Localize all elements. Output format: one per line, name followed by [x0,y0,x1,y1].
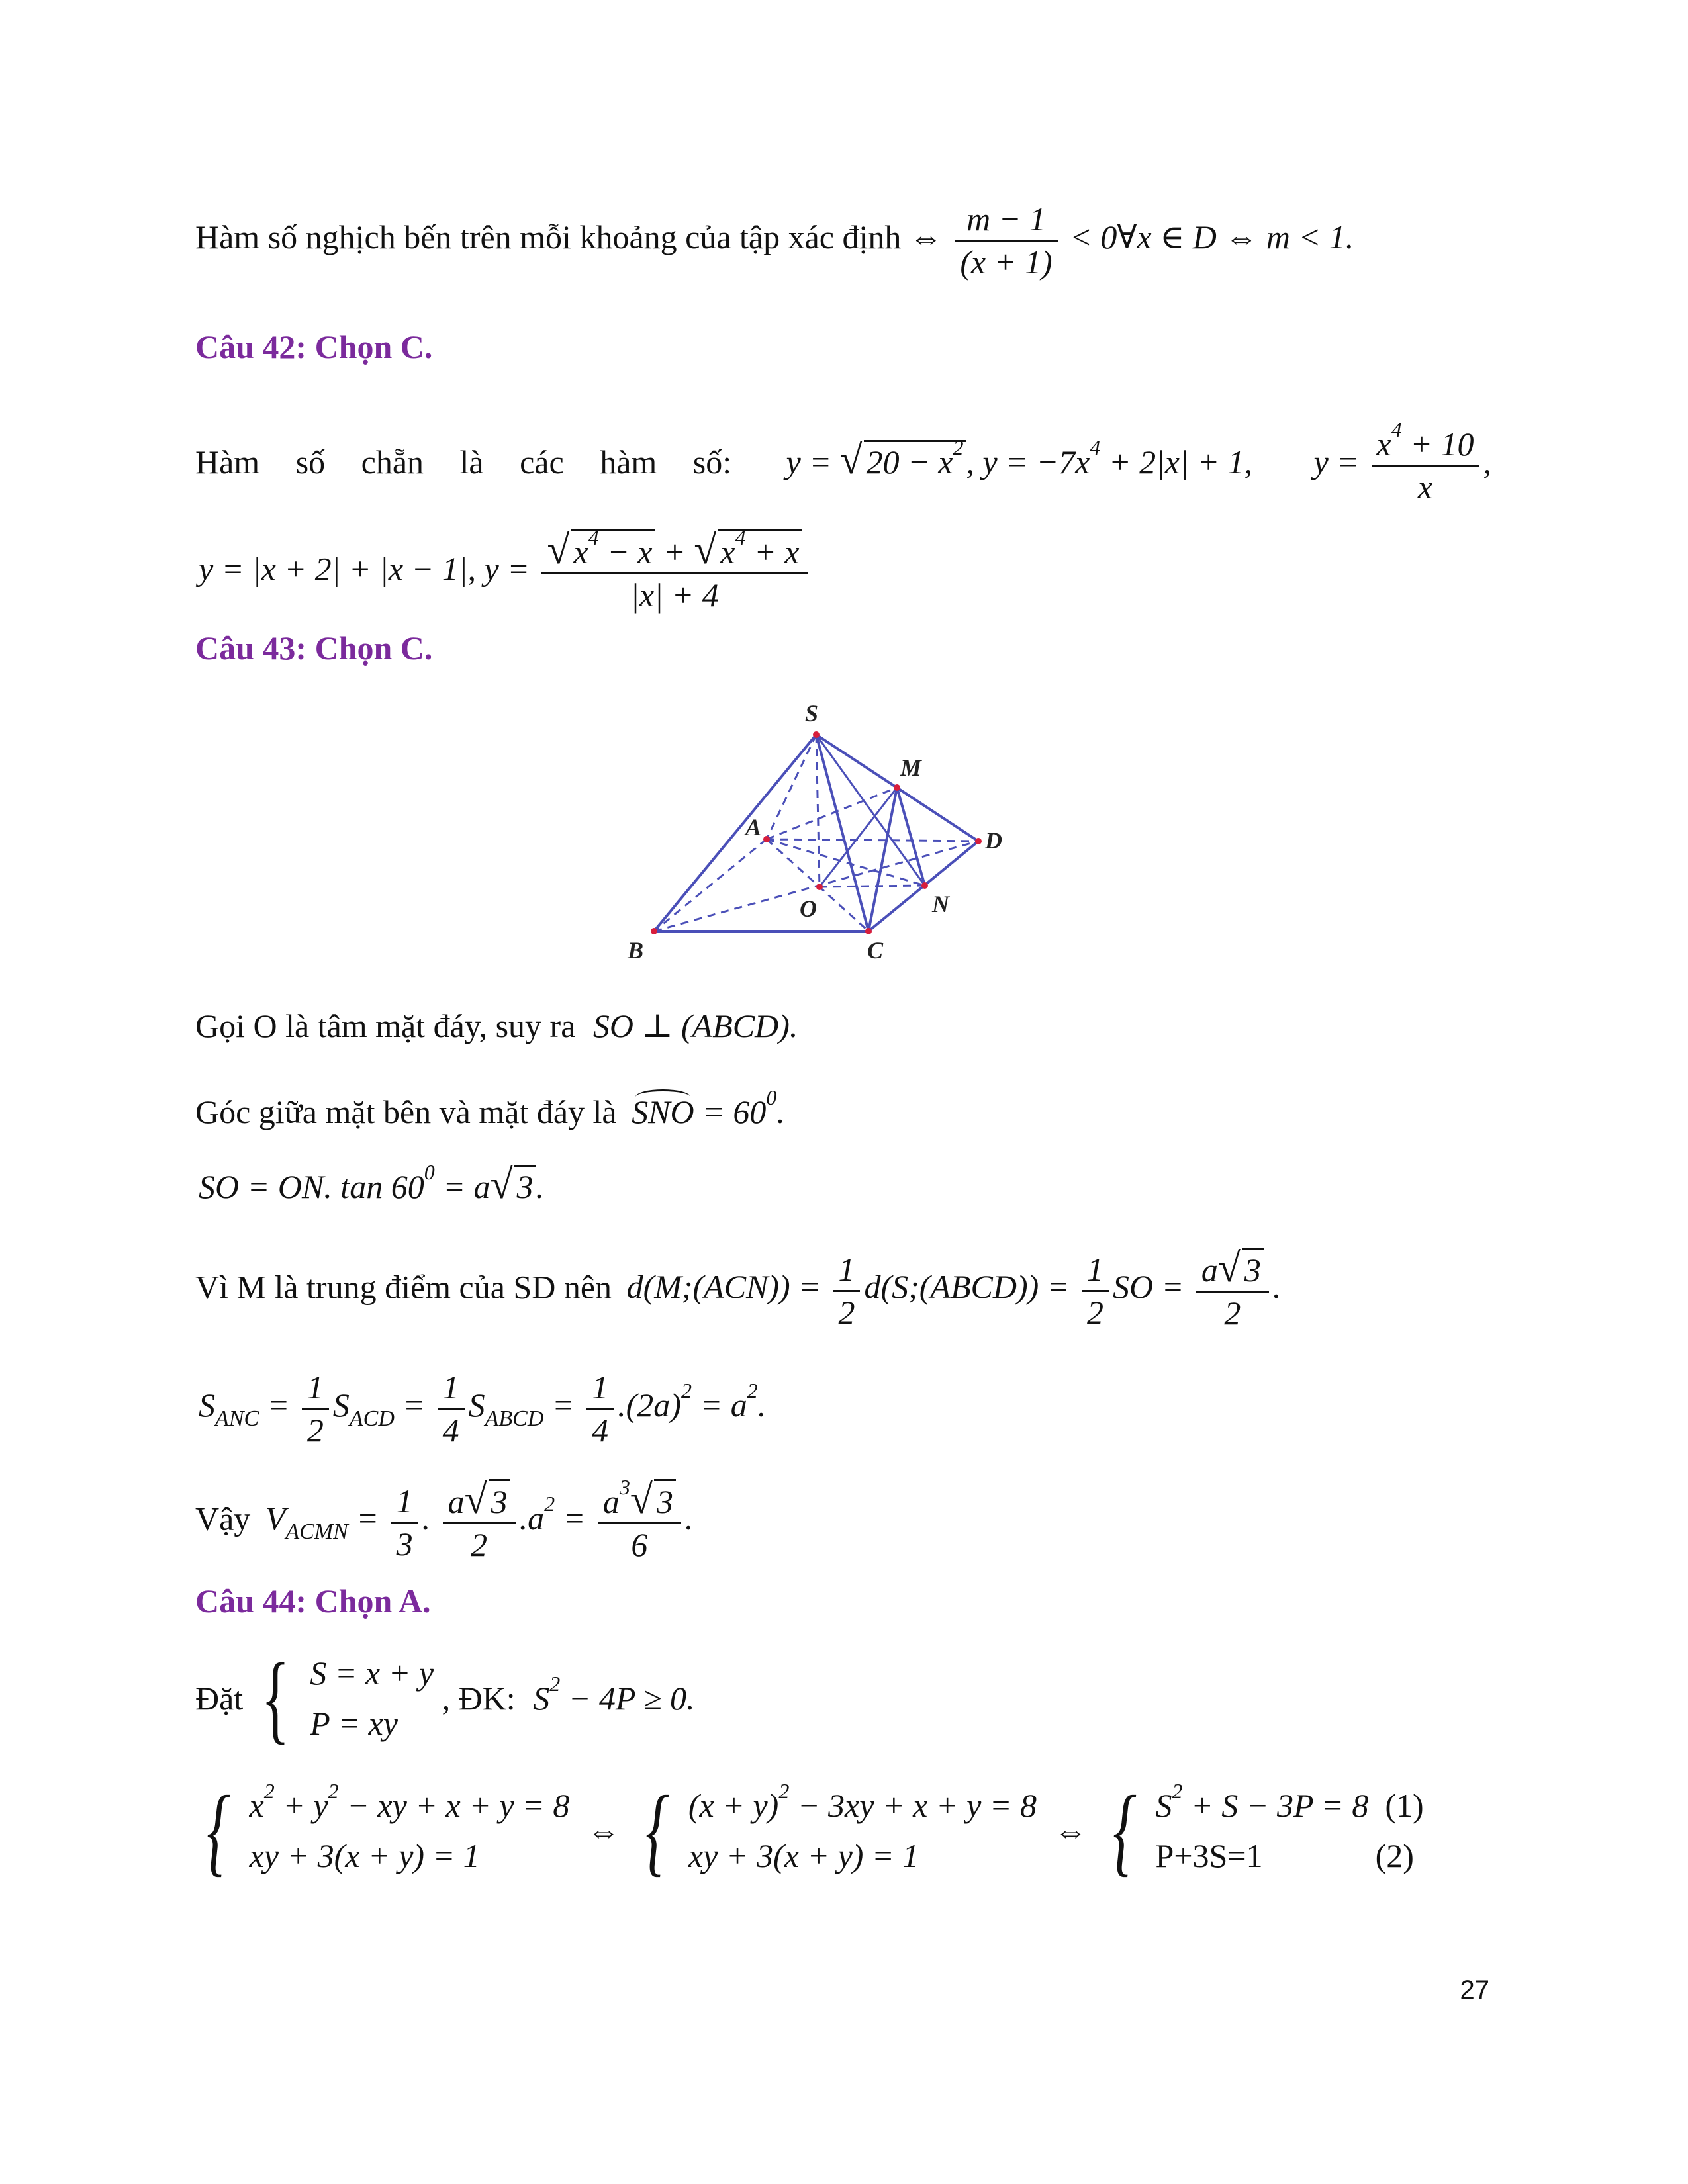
edge-ad [767,839,978,841]
monotonic-conclusion: < 0∀x ∈ D ⇔ m < 1. [1070,218,1354,255]
point-o [816,884,823,890]
formula-volume: $V_{ACMN}$ = $\frac{1}{3}$ . $\frac{a√ 3}{2}$ $.a^2$ = $\frac{a^3√ 3}{6}$ . [265,1475,694,1563]
point-s [813,731,820,738]
distance-line: Vì M là trung điểm của SD nên d(M;(ACN)) = $\frac{1}{2}$ d(S;(ABCD)) = $\frac{1}{2}$ SO = $\frac{a√ 3}{2}$ . [195,1246,1282,1332]
point-m [894,784,900,791]
formula-rational: y = $\frac{x^4 + 10}{x}$ , [1313,418,1491,506]
page-number: 27 [1460,1976,1489,2005]
point-n [921,882,928,889]
formula-distance: d(M;(ACN)) = $\frac{1}{2}$ d(S;(ABCD)) = $\frac{1}{2}$ SO = $\frac{a√ 3}{2}$ . [626,1246,1282,1332]
system-equivalence: { $x^2 + y^2$ − xy + x + y = 8 xy + 3(x + y) = 1 ⇔ { $(x + y)^2 - 3xy + x + y = 8$ xy + 3(x + y) = 1 ⇔ { $S^2 + S - 3P = 8$ (1) P+3S=1 (2) [207,1776,1424,1886]
formula-condition: $S^2 - 4P \ge 0$. [533,1672,695,1717]
point-b [651,928,657,934]
even-functions-line [195,418,1491,508]
formula-area: $S_{ANC}$ = $\frac{1}{2}$ $S_{ACD}$ = $\frac{1}{4}$ $S_{ABCD}$ = $\frac{1}{4}$ $.(2a)^2 = a^2$. [199,1367,766,1451]
formula-so-value: SO = ON. $\tan 60^0 = a√$ 3. [199,1160,544,1207]
volume-line: Vậy $V_{ACMN}$ = $\frac{1}{3}$ . $\frac{a√ 3}{2}$ $.a^2$ = $\frac{a^3√ 3}{6}$ . [195,1475,694,1563]
monotonic-line: Hàm số nghịch bến trên mỗi khoảng của tập xác định ⇔ $\frac{m - 1}{(x + 1)}$ < 0∀x ∈ D ⇔ m < 1. [195,199,1354,283]
point-c [865,928,872,934]
substitution-line: Đặt { S = x + y P = xy , ĐK: $S^2 - 4P \ge 0$. [195,1643,695,1753]
system-sp: S = x + y P = xy [310,1655,434,1742]
point-a [763,836,770,842]
formula-angle: SNO = $60^0$. [632,1085,785,1130]
center-line: Gọi O là tâm mặt đáy, suy ra SO ⊥ (ABCD). [195,1007,798,1044]
edge-ab [654,839,767,931]
height-so [816,735,820,887]
question-42-heading: Câu 42: Chọn C. [195,328,433,365]
label-a: A [745,814,762,841]
question-43-heading: Câu 43: Chọn C. [195,629,433,666]
monotonic-text: Hàm số nghịch bến trên mỗi khoảng của tập xác định [195,218,902,255]
label-o: O [800,895,817,922]
label-b: B [628,937,644,964]
question-44-heading: Câu 44: Chọn A. [195,1582,431,1619]
formula-abs-line: y = |x + 2| + |x − 1|, y = $\frac{√ x^4 - x + √ x^4 + x}{|x| + 4}$ [199,529,812,615]
angle-line: Góc giữa mặt bên và mặt đáy là SNO = $60^0$. [195,1085,785,1130]
fraction-m-over-x: $\frac{m - 1}{(x + 1)}$ [955,199,1057,283]
label-n: N [932,891,949,917]
edge-sb [654,735,816,931]
formula-sqrt: y = √ $20 - x^2$, $y = -7x^4 + 2|x| + 1$, [786,435,1253,482]
label-m: M [900,754,922,781]
point-d [975,838,982,844]
label-s: S [805,700,819,727]
even-functions-intro: Hàm số chẵn là các hàm số: [195,443,732,480]
label-d: D [985,827,1002,854]
segment-on [820,886,925,887]
segment-mc [868,788,897,931]
formula-so-perp: SO ⊥ (ABCD). [592,1007,798,1044]
pyramid-figure [622,688,1046,966]
label-c: C [867,937,884,964]
